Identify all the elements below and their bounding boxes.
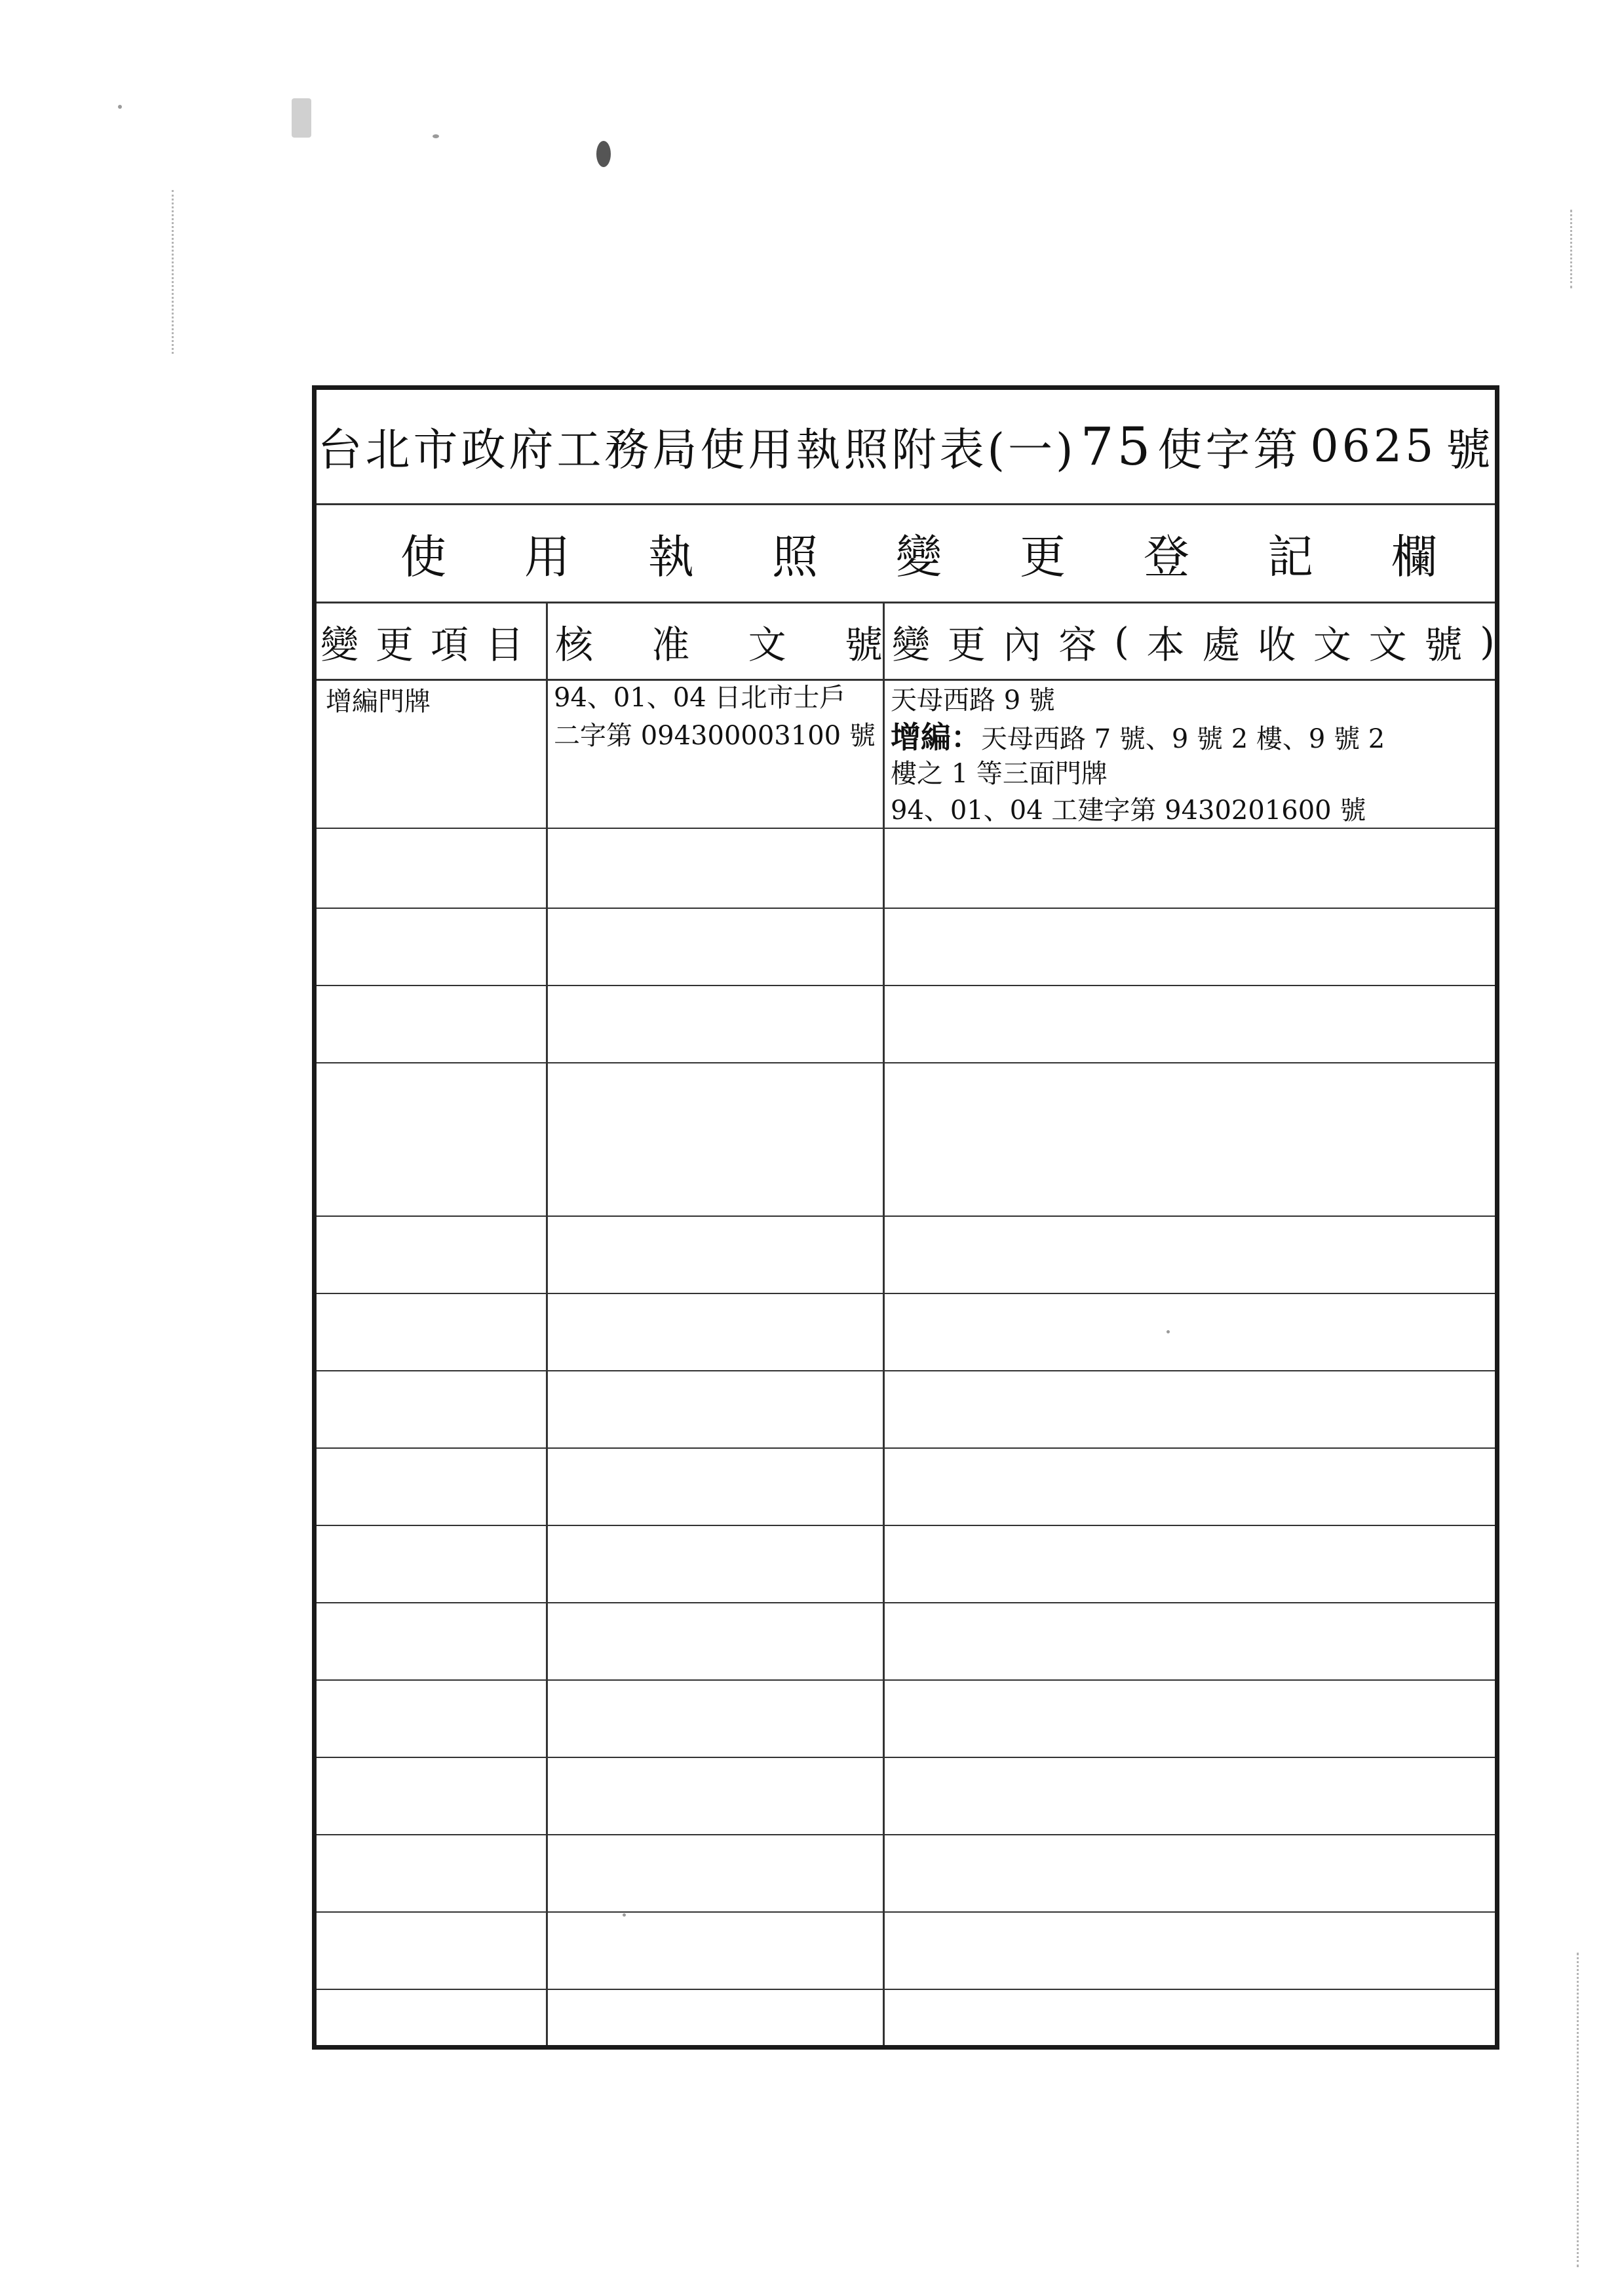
row-divider bbox=[317, 828, 1495, 829]
column-divider bbox=[546, 603, 548, 2045]
column-divider bbox=[883, 603, 885, 2045]
entry-approval-line: 94、01、04 日北市士戶 bbox=[554, 683, 846, 713]
header-char: 更 bbox=[947, 622, 986, 667]
license-change-table bbox=[312, 385, 1499, 2050]
scan-speck bbox=[596, 141, 611, 167]
entry-content-line: 樓之 1 等三面門牌 bbox=[891, 759, 1108, 789]
column-header-row bbox=[317, 603, 1495, 681]
column-header-content bbox=[892, 603, 1495, 679]
row-divider bbox=[317, 1911, 1495, 1913]
row-divider bbox=[317, 1989, 1495, 1990]
heading-char: 登 bbox=[1144, 530, 1189, 584]
header-char: 號 bbox=[1424, 622, 1463, 667]
entry-content-line bbox=[891, 719, 1385, 757]
heading-char: 記 bbox=[1267, 530, 1313, 584]
title-license-number: 0625 bbox=[1310, 421, 1437, 472]
entry-approval-line: 二字第 094300003100 號 bbox=[554, 721, 876, 751]
header-char: 本 bbox=[1146, 622, 1185, 667]
header-char: 收 bbox=[1258, 622, 1296, 667]
row-divider bbox=[317, 1679, 1495, 1681]
heading-char: 照 bbox=[772, 530, 818, 584]
row-divider bbox=[317, 1757, 1495, 1758]
heading-char: 執 bbox=[648, 530, 694, 584]
heading-char: 變 bbox=[896, 530, 942, 584]
entry-content-label: 增編： bbox=[891, 719, 981, 755]
row-divider bbox=[317, 985, 1495, 986]
entry-content-line: 94、01、04 工建字第 9430201600 號 bbox=[891, 795, 1366, 826]
heading-char: 使 bbox=[400, 530, 446, 584]
heading-char: 欄 bbox=[1391, 530, 1437, 584]
document-title bbox=[317, 390, 1495, 505]
section-heading bbox=[317, 505, 1495, 603]
header-char: ) bbox=[1480, 619, 1495, 664]
header-char: 文 bbox=[1368, 622, 1407, 667]
entry-item: 增編門牌 bbox=[326, 687, 431, 717]
row-divider bbox=[317, 1215, 1495, 1217]
header-char: 變 bbox=[320, 622, 359, 667]
entry-content-line: 天母西路 9 號 bbox=[891, 685, 1055, 716]
scan-speck bbox=[433, 134, 439, 138]
column-header-item bbox=[320, 603, 524, 679]
header-char: 容 bbox=[1058, 622, 1097, 667]
scan-speck bbox=[292, 98, 311, 138]
entry-content-text: 天母西路 7 號、9 號 2 樓、9 號 2 bbox=[981, 724, 1385, 754]
title-text: 台北市政府工務局使用執照附表(一) bbox=[317, 425, 1077, 476]
heading-char: 用 bbox=[524, 530, 570, 584]
row-divider bbox=[317, 1447, 1495, 1449]
header-char: 文 bbox=[748, 622, 786, 667]
row-divider bbox=[317, 1370, 1495, 1371]
row-divider bbox=[317, 1834, 1495, 1835]
margin-dots-left bbox=[172, 190, 174, 354]
header-char: 目 bbox=[485, 622, 524, 667]
header-char: 准 bbox=[651, 622, 690, 667]
header-char: 內 bbox=[1003, 622, 1041, 667]
title-number: 75 bbox=[1080, 416, 1154, 477]
margin-dots-right bbox=[1577, 1953, 1579, 2267]
header-char: ( bbox=[1114, 619, 1129, 664]
title-license-prefix: 使字第 bbox=[1157, 425, 1302, 476]
row-divider bbox=[317, 1293, 1495, 1294]
header-char: 變 bbox=[892, 622, 931, 667]
header-char: 項 bbox=[430, 622, 469, 667]
column-header-approval-no bbox=[555, 603, 883, 679]
scan-speck bbox=[118, 105, 122, 109]
header-char: 核 bbox=[555, 622, 594, 667]
header-char: 號 bbox=[844, 622, 883, 667]
row-divider bbox=[317, 1525, 1495, 1526]
row-divider bbox=[317, 1062, 1495, 1063]
header-char: 處 bbox=[1202, 622, 1241, 667]
row-divider bbox=[317, 1602, 1495, 1603]
heading-char: 更 bbox=[1020, 530, 1066, 584]
row-divider bbox=[317, 908, 1495, 909]
margin-dots-right-upper bbox=[1570, 210, 1572, 288]
header-char: 更 bbox=[375, 622, 414, 667]
header-char: 文 bbox=[1313, 622, 1351, 667]
title-suffix: 號 bbox=[1446, 425, 1494, 476]
